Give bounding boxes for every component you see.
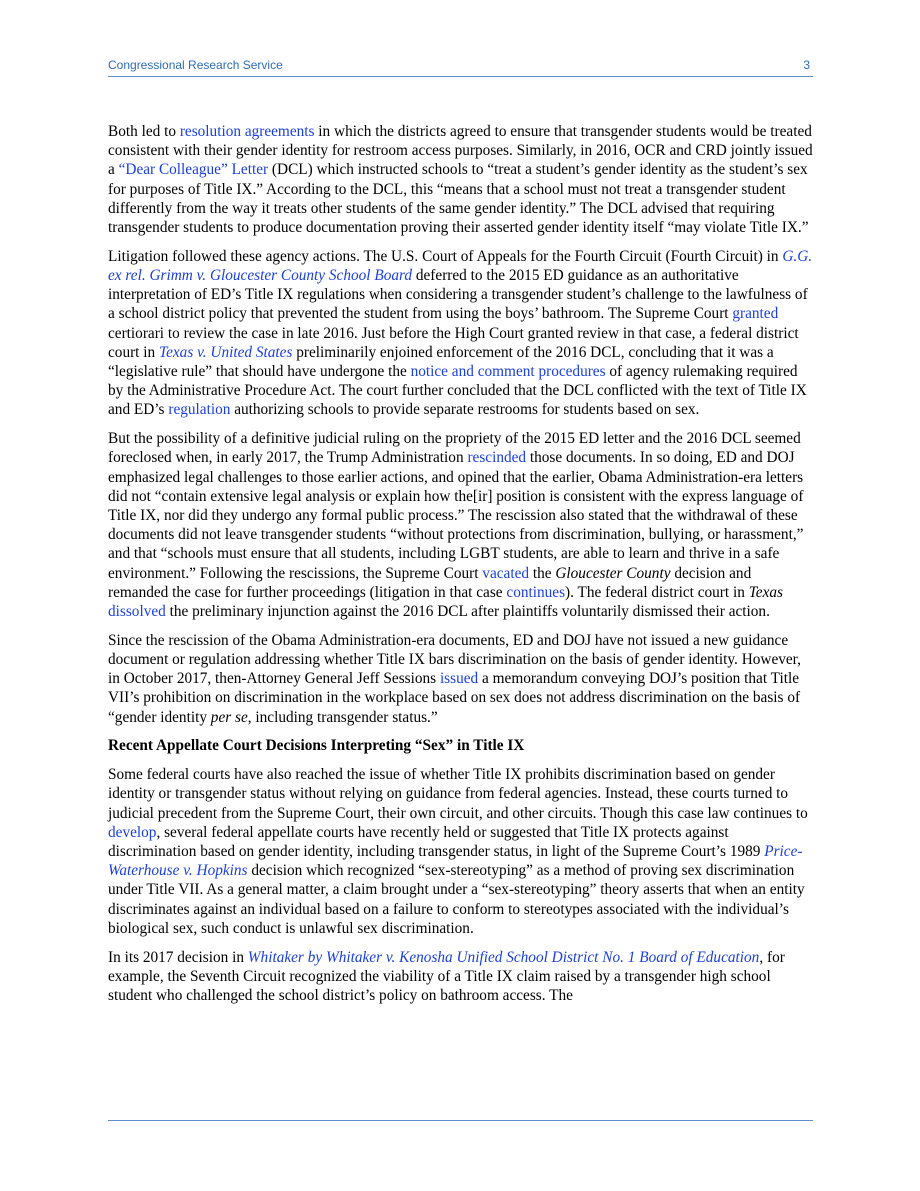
paragraph-1 — [108, 122, 813, 237]
link-whitaker-case[interactable]: Whitaker by Whitaker v. Kenosha Unified School District No. 1 Board of Education — [247, 948, 760, 966]
text: of agency rulemaking required by the Administrative Procedure Act. The court further concluded that the DCL conflicted with the text of Title IX and ED’s — [108, 363, 807, 419]
case-name-gloucester-county: Gloucester County — [555, 564, 671, 582]
link-continues[interactable]: continues — [506, 583, 566, 601]
text: the — [529, 564, 556, 582]
text: deferred to the 2015 ED guidance as an authoritative interpretation of ED’s Title IX regulations when considering a transgender student’s challenge to the lawfulness of a school district policy that prevented the student from using the boys’ bathroom. The Supreme Court — [108, 267, 808, 323]
text: , including transgender status.” — [247, 708, 438, 726]
text: the preliminary injunction against the 2016 DCL after plaintiffs voluntarily dismissed their action. — [165, 603, 770, 621]
link-price-waterhouse[interactable]: Price-Waterhouse v. Hopkins — [108, 843, 803, 880]
text: , several federal appellate courts have recently held or suggested that Title IX protects against discrimination based on gender identity, including transgender status, in light of the Supreme Court’s 1989 — [108, 823, 765, 861]
text: Litigation followed these agency actions. The U.S. Court of Appeals for the Fourth Circuit (Fourth Circuit) in — [108, 247, 783, 265]
text: a memorandum conveying DOJ’s position that Title VII’s prohibition on discrimination in the workplace based on sex does not address discrimination on the basis of “gender identity — [108, 670, 801, 726]
link-dissolved[interactable]: dissolved — [108, 603, 166, 621]
text: certiorari to review the case in late 2016. Just before the High Court granted review in that case, a federal district court in — [108, 324, 799, 361]
paragraph-2 — [108, 247, 813, 420]
page-header — [108, 58, 813, 76]
text: Both led to — [108, 123, 180, 140]
paragraph-4 — [108, 631, 813, 727]
section-heading: Recent Appellate Court Decisions Interpreting “Sex” in Title IX — [108, 737, 525, 755]
text: those documents. In so doing, ED and DOJ emphasized legal challenges to those earlier actions, and opined that the earlier, Obama Administration-era letters did not “contain extensive legal analysis or explain how the[ir] position is consistent with the express language of Title IX, nor did they undergo any formal public process.” The rescission also stated that the withdrawal of these documents did not leave transgender students “without protections from discrimination, bullying, or harassment,” and that “schools must ensure that all students, including LGBT students, are able to learn and thrive in a safe environment.” Following the rescissions, the Supreme Court — [108, 449, 804, 582]
link-develop[interactable]: develop — [108, 823, 157, 841]
paragraph-5 — [108, 765, 813, 938]
paragraph-6 — [108, 948, 813, 1006]
text: , for example, the Seventh Circuit recognized the viability of a Title IX claim raised by a transgender high school student who challenged the school district’s policy on bathroom access. The — [108, 948, 785, 1005]
text: Since the rescission of the Obama Administration-era documents, ED and DOJ have not issued a new guidance document or regulation addressing whether Title IX bars discrimination on the basis of gender identity. However, in October 2017, then-Attorney General Jeff Sessions — [108, 631, 801, 688]
link-texas-v-united-states[interactable]: Texas v. United States — [158, 343, 293, 361]
link-rescinded[interactable]: rescinded — [467, 449, 527, 467]
header-org-name: Congressional Research Service — [108, 58, 283, 72]
text: But the possibility of a definitive judicial ruling on the propriety of the 2015 ED letter and the 2016 DCL seemed foreclosed when, in early 2017, the Trump Administration — [108, 430, 801, 467]
link-notice-and-comment[interactable]: notice and comment procedures — [410, 363, 606, 381]
header-rule — [108, 76, 813, 77]
link-grimm-case[interactable]: G.G. ex rel. Grimm v. Gloucester County School Board — [108, 247, 813, 285]
footer-rule — [108, 1120, 813, 1121]
text: decision which recognized “sex-stereotyping” as a method of proving sex discrimination under Title VII. As a general matter, a claim brought under a “sex-stereotyping” theory asserts that when an entity discriminates against an individual based on a failure to conform to stereotypes associated with the individual’s biological sex, such conduct is unlawful sex discrimination. — [108, 862, 805, 937]
link-regulation[interactable]: regulation — [168, 401, 231, 419]
text: Some federal courts have also reached the issue of whether Title IX prohibits discrimination based on gender identity or transgender status without relying on guidance from federal agencies. Instead, these courts turned to judicial precedent from the Supreme Court, their own circuit, and other circuits. Though this case law continues to — [108, 766, 808, 822]
link-vacated[interactable]: vacated — [482, 564, 530, 582]
link-granted[interactable]: granted — [732, 305, 779, 323]
term-per-se: per se — [210, 708, 248, 726]
link-dear-colleague-letter[interactable]: “Dear Colleague” Letter — [118, 161, 269, 179]
text: authorizing schools to provide separate restrooms for students based on sex. — [230, 401, 700, 419]
document-body — [108, 122, 813, 1015]
text: In its 2017 decision in — [108, 948, 248, 966]
text: (DCL) which instructed schools to “treat a student’s gender identity as the student’s sex for purposes of Title IX.” According to the DCL, this “means that a school must not treat a transgender student differently from the way it treats other students of the same gender identity.” The DCL advised that requiring transgender students to produce documentation proving their asserted gender identity itself “may violate Title IX.” — [108, 161, 809, 237]
text: preliminarily enjoined enforcement of the 2016 DCL, concluding that it was a “legislative rule” that should have undergone the — [108, 343, 774, 381]
link-resolution-agreements[interactable]: resolution agreements — [179, 123, 315, 140]
text: decision and remanded the case for further proceedings (litigation in that case — [108, 564, 752, 601]
link-issued[interactable]: issued — [439, 670, 479, 688]
case-name-texas: Texas — [748, 583, 783, 601]
text: ). The federal district court in — [565, 583, 749, 601]
page-number: 3 — [803, 58, 810, 72]
paragraph-3 — [108, 429, 813, 621]
text: in which the districts agreed to ensure that transgender students would be treated consistent with their gender identity for restroom access purposes. Similarly, in 2016, OCR and CRD jointly issued a — [108, 123, 813, 179]
